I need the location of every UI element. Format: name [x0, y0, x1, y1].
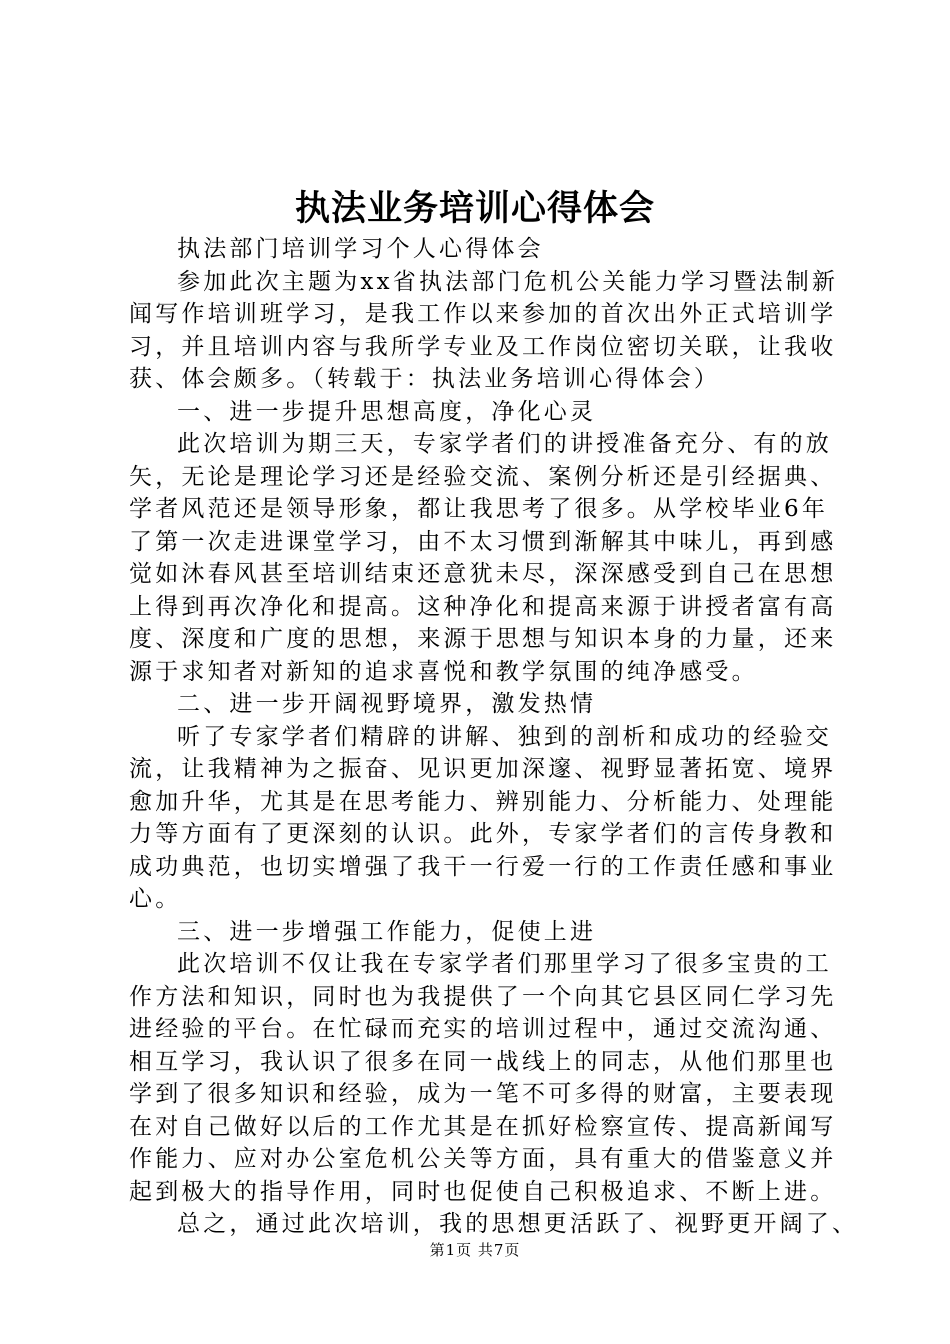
- paragraph-line: 作方法和知识，同时也为我提供了一个向其它县区同仁学习先: [129, 983, 837, 1010]
- paragraph-line: 学到了很多知识和经验，成为一笔不可多得的财富，主要表现: [129, 1081, 837, 1107]
- paragraph-line: 相互学习，我认识了很多在同一战线上的同志，从他们那里也: [129, 1048, 837, 1075]
- paragraph-line: 参加此次主题为xx省执法部门危机公关能力学习暨法制新: [177, 268, 839, 295]
- paragraph-line: 愈加升华，尤其是在思考能力、辨别能力、分析能力、处理能: [129, 788, 837, 815]
- paragraph-line: 度、深度和广度的思想，来源于思想与知识本身的力量，还来: [129, 626, 837, 652]
- paragraph-line: 作能力、应对办公室危机公关等方面，具有重大的借鉴意义并: [129, 1146, 837, 1172]
- paragraph-line: 在对自己做好以后的工作尤其是在抓好检察宣传、提高新闻写: [129, 1113, 837, 1140]
- paragraph-line: 获、体会颇多。（转载于：执法业务培训心得体会）: [129, 366, 721, 392]
- paragraph-line: 力等方面有了更深刻的认识。此外，专家学者们的言传身教和: [129, 821, 837, 847]
- paragraph-line: 源于求知者对新知的追求喜悦和教学氛围的纯净感受。: [129, 658, 758, 685]
- paragraph-line: 闻写作培训班学习，是我工作以来参加的首次出外正式培训学: [129, 301, 837, 327]
- paragraph-line: 觉如沐春风甚至培训结束还意犹未尽，深深感受到自己在思想: [129, 561, 837, 587]
- paragraph-line: 了第一次走进课堂学习，由不太习惯到渐解其中味儿，再到感: [129, 528, 837, 555]
- page-number-footer: 第1页 共7页: [429, 1241, 521, 1259]
- paragraph-line: 此次培训为期三天，专家学者们的讲授准备充分、有的放: [177, 431, 832, 457]
- paragraph-line: 心。: [129, 886, 182, 912]
- paragraph-line: 矢，无论是理论学习还是经验交流、案例分析还是引经据典、: [129, 463, 837, 490]
- section-heading: 一、进一步提升思想高度，净化心灵: [177, 398, 597, 425]
- document-body: [129, 233, 859, 1241]
- paragraph-line: 起到极大的指导作用，同时也促使自己积极追求、不断上进。: [129, 1178, 837, 1205]
- paragraph-line: 总之，通过此次培训，我的思想更活跃了、视野更开阔了、: [177, 1211, 859, 1237]
- paragraph-line: 进经验的平台。在忙碌而充实的培训过程中，通过交流沟通、: [129, 1016, 837, 1042]
- paragraph-line: 上得到再次净化和提高。这种净化和提高来源于讲授者富有高: [129, 593, 837, 620]
- paragraph-line: 学者风范还是领导形象，都让我思考了很多。从学校毕业6年: [129, 496, 829, 522]
- subtitle-line: 执法部门培训学习个人心得体会: [177, 236, 544, 262]
- section-heading: 二、进一步开阔视野境界，激发热情: [177, 691, 597, 717]
- paragraph-line: 成功典范，也切实增强了我干一行爱一行的工作责任感和事业: [129, 853, 837, 880]
- paragraph-line: 习，并且培训内容与我所学专业及工作岗位密切关联，让我收: [129, 333, 837, 360]
- paragraph-line: 听了专家学者们精辟的讲解、独到的剖析和成功的经验交: [177, 723, 832, 750]
- section-heading: 三、进一步增强工作能力，促使上进: [177, 918, 597, 945]
- paragraph-line: 流，让我精神为之振奋、见识更加深邃、视野显著拓宽、境界: [129, 756, 837, 782]
- paragraph-line: 此次培训不仅让我在专家学者们那里学习了很多宝贵的工: [177, 951, 832, 977]
- document-title: 执法业务培训心得体会: [294, 188, 655, 229]
